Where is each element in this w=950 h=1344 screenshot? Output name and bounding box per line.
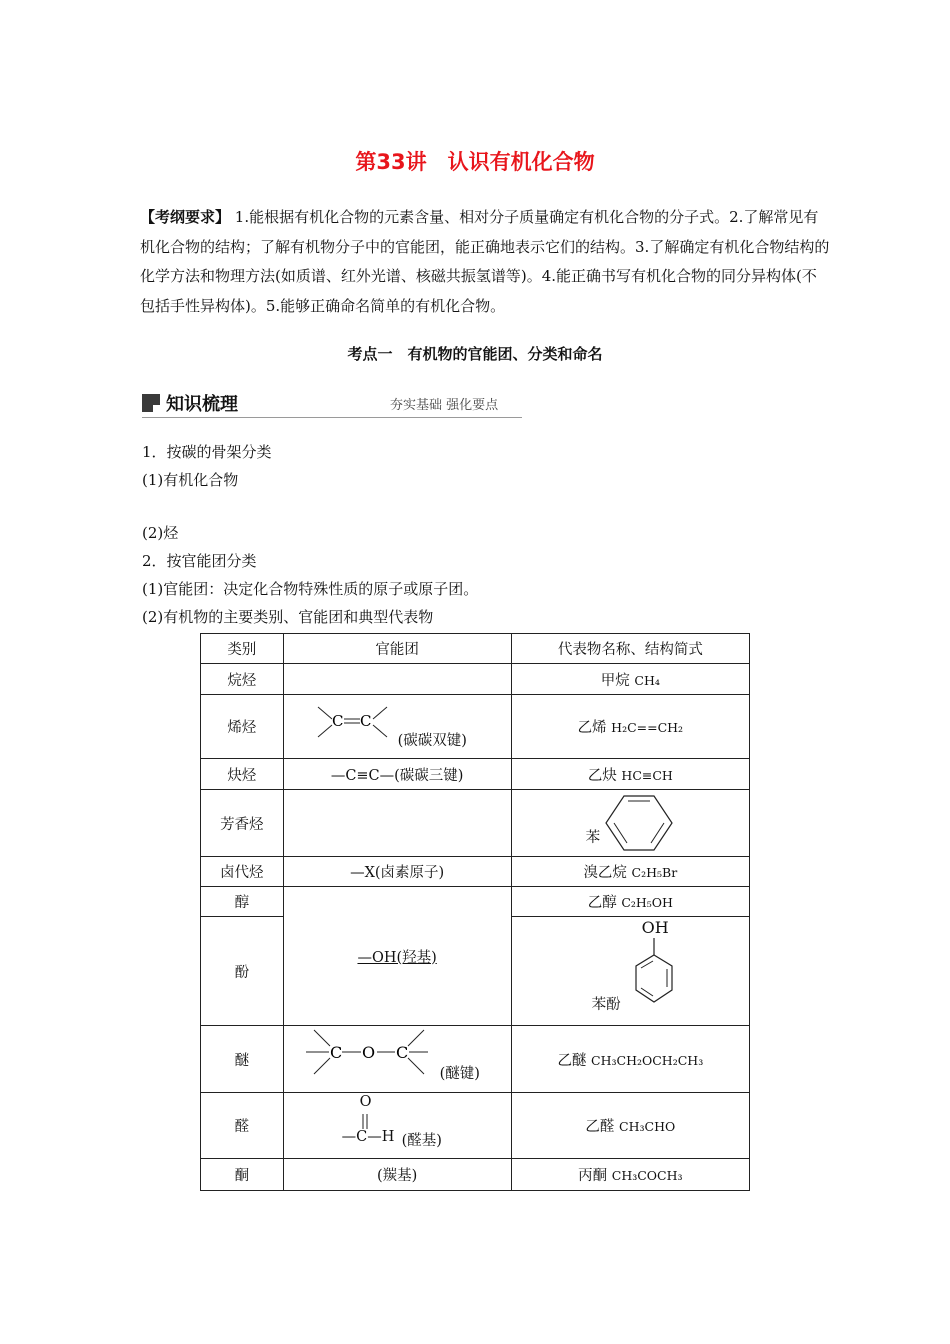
functional-group-cell	[283, 1026, 511, 1093]
representative-cell	[511, 790, 749, 857]
rep-formula: CH₃CH₂OCH₂CH₃	[591, 1052, 704, 1068]
hydroxyl-group: —OH(羟基)	[357, 949, 437, 966]
table-header-row	[201, 634, 750, 664]
category-cell: 芳香烃	[201, 790, 284, 857]
functional-group-cell: —C≡C—(碳碳三键)	[283, 759, 511, 790]
functional-group-cell	[283, 1093, 511, 1159]
representative-cell	[511, 887, 749, 917]
table-header: 官能团	[283, 634, 511, 664]
oxygen-label: O	[359, 1094, 372, 1110]
functional-group-cell	[283, 790, 511, 857]
exam-requirements	[140, 203, 830, 321]
rep-name: 乙炔	[587, 767, 622, 784]
table-row	[201, 759, 750, 790]
functional-group-cell	[283, 887, 511, 1026]
atom-label: C	[359, 712, 372, 730]
rep-name: 溴乙烷	[583, 865, 632, 881]
requirements-lead: 【考纲要求】	[140, 208, 231, 226]
table-row	[201, 887, 750, 917]
aldehyde-double-bond	[284, 1093, 512, 1158]
category-cell: 醚	[201, 1026, 284, 1093]
table-row	[201, 1093, 750, 1159]
functional-group-cell	[283, 664, 511, 695]
table-row	[201, 857, 750, 887]
representative-cell	[511, 917, 749, 1026]
category-cell: 卤代烃	[201, 857, 284, 887]
atom-label: C	[329, 1043, 342, 1062]
rep-name: 苯	[585, 830, 601, 846]
rep-formula: CH₃COCH₃	[611, 1168, 683, 1183]
rep-name: 乙烯	[577, 720, 612, 736]
category-cell: 烯烃	[201, 695, 284, 759]
banner-subtitle: 夯实基础 强化要点	[390, 398, 499, 413]
rep-name: 乙醇	[587, 895, 622, 911]
section-title: 考点一 有机物的官能团、分类和命名	[347, 345, 603, 363]
representative-cell	[511, 759, 749, 790]
atom-label: O	[361, 1043, 375, 1062]
paragraph: (2)有机物的主要类别、官能团和典型代表物	[142, 608, 434, 626]
requirements-text: 1.能根据有机化合物的元素含量、相对分子质量确定有机化合物的分子式。2.了解常见有机化合物的结构；了解有机物分子中的官能团，能正确地表示它们的结构。3.了解确定有机化合物结构的化学方法和物理方法(如质谱、红外光谱、核磁共振氢谱等)。4.能正确书写有机化合物的同分异构体(不包括手性异构体)。5.能够正确命名简单的有机化合物。	[140, 208, 830, 315]
category-cell: 烷烃	[201, 664, 284, 695]
rep-name: 丙酮	[578, 1168, 612, 1184]
rep-formula: C₂H₅Br	[631, 865, 678, 880]
atom-label: C	[395, 1043, 408, 1062]
benzene-ring-icon	[512, 790, 750, 856]
square-icon	[142, 394, 160, 412]
functional-group-cell	[283, 695, 511, 759]
rep-formula: C₂H₅OH	[621, 895, 673, 910]
paragraph: (2)烃	[142, 524, 179, 542]
functional-group-note: (碳碳双键)	[397, 733, 467, 749]
category-cell: 炔烃	[201, 759, 284, 790]
page-title: 第33讲 认识有机化合物	[355, 150, 595, 174]
rep-formula: HC≡CH	[621, 767, 673, 783]
representative-cell	[511, 1093, 749, 1159]
table-row	[201, 695, 750, 759]
category-cell: 酮	[201, 1159, 284, 1191]
knowledge-banner	[142, 390, 522, 424]
functional-group-note: (醚键)	[439, 1066, 480, 1082]
phenol-ring-icon	[512, 917, 750, 1025]
paragraph: 2．按官能团分类	[142, 552, 257, 570]
rep-name: 苯酚	[591, 997, 621, 1013]
category-cell: 醛	[201, 1093, 284, 1159]
functional-group-table	[200, 633, 750, 1191]
paragraph: (1)有机化合物	[142, 471, 239, 489]
rep-name: 乙醛	[585, 1119, 620, 1135]
rep-formula: CH₃CHO	[619, 1119, 676, 1134]
table-row	[201, 664, 750, 695]
table-header: 代表物名称、结构简式	[511, 634, 749, 664]
functional-group-cell: —X(卤素原子)	[283, 857, 511, 887]
representative-cell	[511, 857, 749, 887]
table-row	[201, 1159, 750, 1191]
representative-cell	[511, 695, 749, 759]
representative-cell	[511, 1159, 749, 1191]
rep-formula: H₂C==CH₂	[611, 720, 684, 735]
representative-cell	[511, 664, 749, 695]
atom-label: C	[331, 712, 344, 730]
paragraph: 1．按碳的骨架分类	[142, 443, 272, 461]
banner-divider	[142, 417, 522, 418]
rep-name: 甲烷	[600, 672, 635, 689]
rep-formula: CH₄	[634, 672, 660, 688]
rep-name: 乙醚	[557, 1052, 592, 1069]
banner-title: 知识梳理	[166, 394, 238, 415]
category-cell: 醇	[201, 887, 284, 917]
table-header: 类别	[201, 634, 284, 664]
category-cell: 酚	[201, 917, 284, 1026]
table-row	[201, 790, 750, 857]
paragraph: (1)官能团：决定化合物特殊性质的原子或原子团。	[142, 580, 479, 598]
aldehyde-group: —C—H	[341, 1129, 395, 1145]
representative-cell	[511, 1026, 749, 1093]
hydroxyl-label: OH	[641, 918, 669, 937]
functional-group-cell: (羰基)	[283, 1159, 511, 1191]
table-row	[201, 1026, 750, 1093]
functional-group-note: (醛基)	[401, 1133, 442, 1149]
